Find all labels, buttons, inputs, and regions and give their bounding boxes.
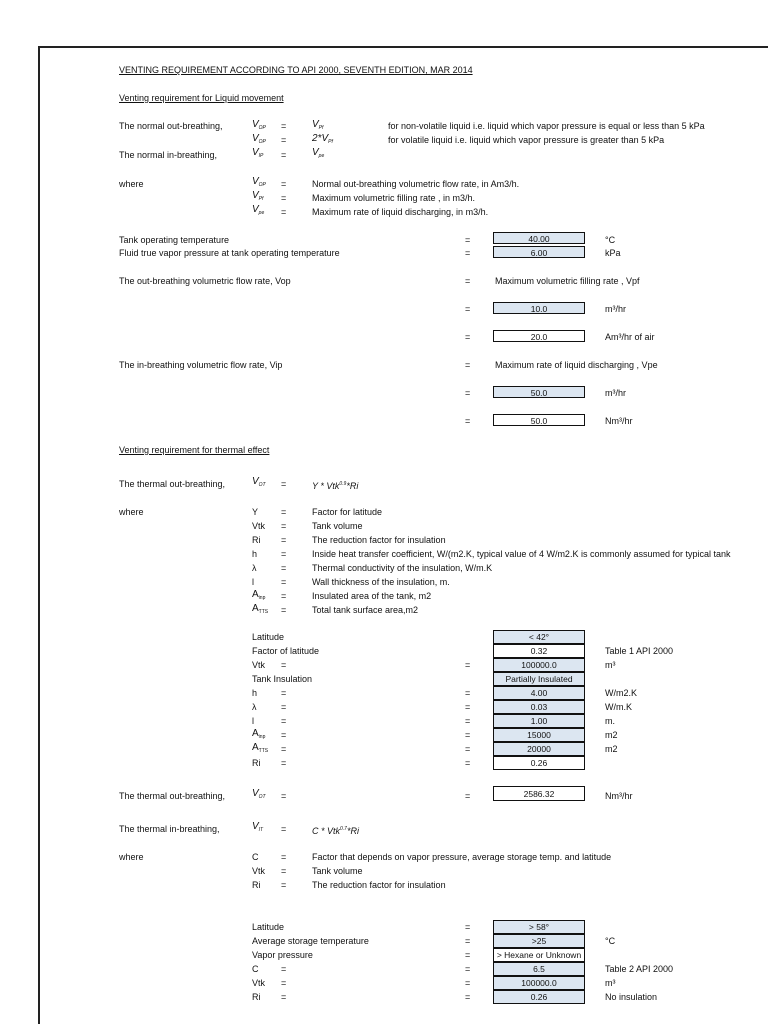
row-unit: m³ [605, 660, 616, 670]
outbreath-value-2: 20.0 [493, 330, 585, 342]
outbreath-label: The out-breathing volumetric flow rate, Vop [119, 276, 291, 286]
eq-sign: = [281, 535, 287, 545]
outbreath-unit-1: m³/hr [605, 304, 626, 314]
eq-sign: = [281, 688, 287, 698]
eq-sign: = [281, 702, 287, 712]
v-pe-symbol: $V_{pe}$ [312, 147, 325, 159]
row-unit: W/m.K [605, 702, 632, 712]
result-out-value: 2586.32 [493, 786, 585, 801]
temp-label: Tank operating temperature [119, 235, 230, 245]
row-label: Vapor pressure [252, 950, 313, 960]
eq-sign: = [281, 179, 287, 189]
v-pe-def-symbol: $V_{pe}$ [252, 204, 265, 216]
eq-sign: = [465, 235, 471, 245]
eq-sign: = [465, 922, 471, 932]
def-text: Tank volume [312, 866, 363, 876]
row-label: Ri [252, 758, 261, 768]
row-value[interactable]: < 42° [493, 630, 585, 644]
def-symbol: $A_{TTS}$ [252, 603, 269, 615]
eq-sign: = [465, 332, 471, 342]
inbreath-value-1[interactable]: 50.0 [493, 386, 585, 398]
eq-sign: = [465, 688, 471, 698]
eq-sign: = [281, 193, 287, 203]
eq-sign: = [465, 304, 471, 314]
eq-sign: = [465, 978, 471, 988]
eq-sign: = [281, 880, 287, 890]
eq-sign: = [281, 150, 287, 160]
temp-unit: °C [605, 235, 616, 245]
v-pf-symbol: $V_{Pf}$ [312, 119, 324, 131]
row-value[interactable]: 0.03 [493, 700, 585, 714]
eq-sign: = [281, 605, 287, 615]
section-heading-liquid: Venting requirement for Liquid movement [119, 93, 284, 103]
def-symbol: h [252, 549, 258, 559]
eq-sign: = [465, 702, 471, 712]
inbreath-unit-2: Nm³/hr [605, 416, 633, 426]
where-label-2: where [119, 507, 144, 517]
def-text: Insulated area of the tank, m2 [312, 591, 432, 601]
eq-sign: = [465, 716, 471, 726]
inbreath-unit-1: m³/hr [605, 388, 626, 398]
row-value: 0.32 [493, 644, 585, 658]
row-unit: Table 2 API 2000 [605, 964, 674, 974]
row-unit: m2 [605, 730, 618, 740]
row-value[interactable]: 6.5 [493, 962, 585, 976]
thermal-out-label: The thermal out-breathing, [119, 479, 226, 489]
def-text: Total tank surface area,m2 [312, 605, 419, 615]
eq-sign: = [465, 660, 471, 670]
formula-in: C * Vtk$^{0.7}$*Ri [312, 826, 359, 836]
row-unit: °C [605, 936, 616, 946]
def-symbol: Ri [252, 535, 261, 545]
row-label: Latitude [252, 922, 285, 932]
def-symbol: $A_{inp}$ [252, 589, 266, 601]
eq-sign: = [465, 730, 471, 740]
v-op-def-symbol: $V_{OP}$ [252, 176, 266, 188]
v-ot-symbol: $V_{OT}$ [252, 476, 266, 488]
eq-sign: = [465, 388, 471, 398]
eq-sign: = [465, 964, 471, 974]
section-heading-thermal: Venting requirement for thermal effect [119, 445, 270, 455]
v-it-symbol: $V_{IT}$ [252, 821, 264, 833]
eq-sign: = [281, 824, 287, 834]
eq-sign: = [465, 758, 471, 768]
row-value[interactable]: 4.00 [493, 686, 585, 700]
eq-sign: = [465, 276, 471, 286]
inbreath-value-2: 50.0 [493, 414, 585, 426]
thermal-in-label: The thermal in-breathing, [119, 824, 220, 834]
row-value: > Hexane or Unknown [493, 948, 585, 962]
row-value[interactable]: >25 [493, 934, 585, 948]
v-op-symbol: $V_{OP}$ [252, 119, 266, 131]
row-label: Vtk [252, 978, 266, 988]
row-label: Ri [252, 992, 261, 1002]
v-op-symbol-2: $V_{OP}$ [252, 133, 266, 145]
eq-sign: = [281, 507, 287, 517]
row-unit: Table 1 API 2000 [605, 646, 674, 656]
outbreath-desc: Maximum volumetric filling rate , Vpf [495, 276, 640, 286]
eq-sign: = [465, 992, 471, 1002]
eq-sign: = [281, 992, 287, 1002]
vp-label: Fluid true vapor pressure at tank operating temperature [119, 248, 340, 258]
eq-sign: = [281, 964, 287, 974]
eq-sign: = [281, 791, 287, 801]
eq-sign: = [281, 591, 287, 601]
row-label: l [252, 716, 254, 726]
v-pf-def-symbol: $V_{Pf}$ [252, 190, 264, 202]
row-label: h [252, 688, 258, 698]
page-title: VENTING REQUIREMENT ACCORDING TO API 2000, SEVENTH EDITION, MAR 2014 [119, 65, 473, 75]
def-symbol: l [252, 577, 254, 587]
row-unit: m³ [605, 978, 616, 988]
normal-out-label: The normal out-breathing, [119, 121, 223, 131]
eq-sign: = [281, 207, 287, 217]
def-text: The reduction factor for insulation [312, 880, 446, 890]
eq-sign: = [281, 479, 287, 489]
def-text: Tank volume [312, 521, 363, 531]
eq-sign: = [465, 744, 471, 754]
temp-value[interactable]: 40.00 [493, 232, 585, 244]
row-unit: No insulation [605, 992, 658, 1002]
eq-sign: = [281, 135, 287, 145]
row-label: $A_{TTS}$ [252, 742, 269, 754]
v-ip-symbol: $V_{IP}$ [252, 147, 264, 159]
vp-value[interactable]: 6.00 [493, 246, 585, 258]
eq-sign: = [281, 730, 287, 740]
eq-sign: = [465, 936, 471, 946]
eq-sign: = [465, 248, 471, 258]
row-value[interactable]: > 58° [493, 920, 585, 934]
two-v-pf-symbol: $2*V_{Pf}$ [312, 133, 333, 145]
row-value: 0.26 [493, 756, 585, 770]
row-label: Average storage temperature [252, 936, 369, 946]
normal-in-label: The normal in-breathing, [119, 150, 218, 160]
def-op: Normal out-breathing volumetric flow rate, in Am3/h. [312, 179, 520, 189]
row-unit: m. [605, 716, 615, 726]
row-label: Tank Insulation [252, 674, 313, 684]
row-label: λ [252, 702, 257, 712]
def-text: The reduction factor for insulation [312, 535, 446, 545]
row-label: Vtk [252, 660, 266, 670]
eq-sign: = [281, 852, 287, 862]
inbreath-label: The in-breathing volumetric flow rate, Vip [119, 360, 283, 370]
def-symbol: Ri [252, 880, 261, 890]
eq-sign: = [465, 791, 471, 801]
row-value[interactable]: 20000 [493, 742, 585, 756]
row-value[interactable]: Partially Insulated [493, 672, 585, 686]
vp-unit: kPa [605, 248, 621, 258]
formula-out: Y * Vtk$^{0.9}$*Ri [312, 481, 359, 491]
eq-sign: = [281, 521, 287, 531]
result-out-unit: Nm³/hr [605, 791, 633, 801]
eq-sign: = [465, 360, 471, 370]
row-label: Latitude [252, 632, 285, 642]
eq-sign: = [281, 866, 287, 876]
row-value[interactable]: 0.26 [493, 990, 585, 1004]
def-text: Wall thickness of the insulation, m. [312, 577, 450, 587]
def-text: Inside heat transfer coefficient, W/(m2.K, typical value of 4 W/m2.K is commonly assumed for typical tank [312, 549, 731, 559]
row-unit: W/m2.K [605, 688, 638, 698]
row-value[interactable]: 100000.0 [493, 658, 585, 672]
where-label: where [119, 179, 144, 189]
v-ot-result-symbol: $V_{OT}$ [252, 788, 266, 800]
eq-sign: = [281, 577, 287, 587]
eq-sign: = [281, 978, 287, 988]
eq-sign: = [465, 950, 471, 960]
def-symbol: C [252, 852, 259, 862]
eq-sign: = [281, 758, 287, 768]
eq-sign: = [281, 660, 287, 670]
result-out-label: The thermal out-breathing, [119, 791, 226, 801]
def-text: Factor that depends on vapor pressure, average storage temp. and latitude [312, 852, 612, 862]
def-symbol: Y [252, 507, 259, 517]
def-text: Thermal conductivity of the insulation, W/m.K [312, 563, 493, 573]
eq-sign: = [281, 744, 287, 754]
row-value[interactable]: 100000.0 [493, 976, 585, 990]
row-value[interactable]: 15000 [493, 728, 585, 742]
def-symbol: Vtk [252, 521, 266, 531]
eq-sign: = [281, 716, 287, 726]
inbreath-desc: Maximum rate of liquid discharging , Vpe [495, 360, 658, 370]
page-border-top [38, 46, 768, 48]
eq-sign: = [281, 121, 287, 131]
def-pe: Maximum rate of liquid discharging, in m3/h. [312, 207, 489, 217]
eq-sign: = [281, 563, 287, 573]
def-pf: Maximum volumetric filling rate , in m3/h. [312, 193, 476, 203]
outbreath-unit-2: Am³/hr of air [605, 332, 655, 342]
row-label: $A_{inp}$ [252, 728, 266, 740]
where-label-3: where [119, 852, 144, 862]
desc-volatile: for volatile liquid i.e. liquid which vapor pressure is greater than 5 kPa [388, 135, 665, 145]
eq-sign: = [465, 416, 471, 426]
def-symbol: Vtk [252, 866, 266, 876]
row-label: Factor of latitude [252, 646, 320, 656]
outbreath-value-1[interactable]: 10.0 [493, 302, 585, 314]
page-border-left [38, 46, 40, 1024]
eq-sign: = [281, 549, 287, 559]
def-text: Factor for latitude [312, 507, 383, 517]
row-value[interactable]: 1.00 [493, 714, 585, 728]
desc-nonvolatile: for non-volatile liquid i.e. liquid which vapor pressure is equal or less than 5 kPa [388, 121, 705, 131]
def-symbol: λ [252, 563, 257, 573]
row-label: C [252, 964, 259, 974]
row-unit: m2 [605, 744, 618, 754]
